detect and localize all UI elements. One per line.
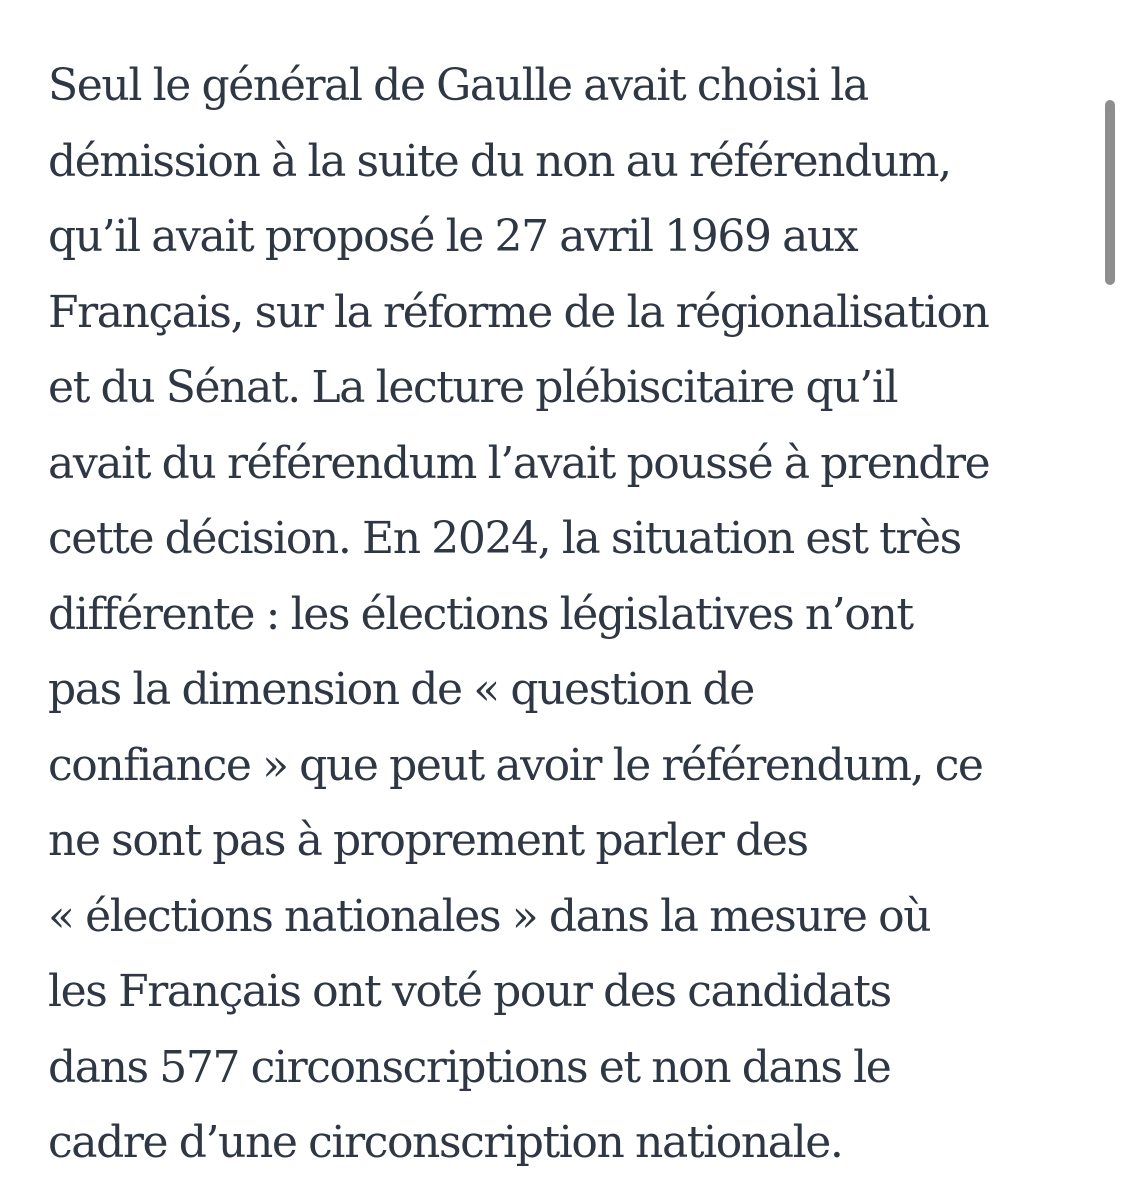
- paragraph-line: différente : les élections législatives n’ont: [48, 588, 913, 640]
- paragraph-line: avait du référendum l’avait poussé à prendre: [48, 437, 990, 489]
- paragraph-line: confiance » que peut avoir le référendum, ce: [48, 739, 983, 791]
- paragraph-line: qu’il avait proposé le 27 avril 1969 aux: [48, 211, 858, 262]
- paragraph-line: Seul le général de Gaulle avait choisi la: [48, 60, 868, 111]
- paragraph-line: et du Sénat. La lecture plébiscitaire qu’il: [48, 362, 898, 413]
- paragraph-line: ne sont pas à proprement parler des: [48, 815, 808, 866]
- paragraph-line: Français, sur la réforme de la régionalisation: [48, 286, 989, 338]
- paragraph-line: pas la dimension de « question de: [48, 664, 754, 715]
- vertical-scrollbar[interactable]: [1105, 100, 1115, 285]
- paragraph-line: cadre d’une circonscription nationale.: [48, 1117, 843, 1168]
- paragraph-line: « élections nationales » dans la mesure où: [48, 890, 931, 942]
- paragraph-line: dans 577 circonscriptions et non dans le: [48, 1041, 891, 1093]
- paragraph-line: les Français ont voté pour des candidats: [48, 966, 891, 1017]
- article-paragraph: [48, 48, 1088, 1181]
- paragraph-line: démission à la suite du non au référendum,: [48, 135, 951, 187]
- paragraph-line: cette décision. En 2024, la situation est très: [48, 513, 961, 564]
